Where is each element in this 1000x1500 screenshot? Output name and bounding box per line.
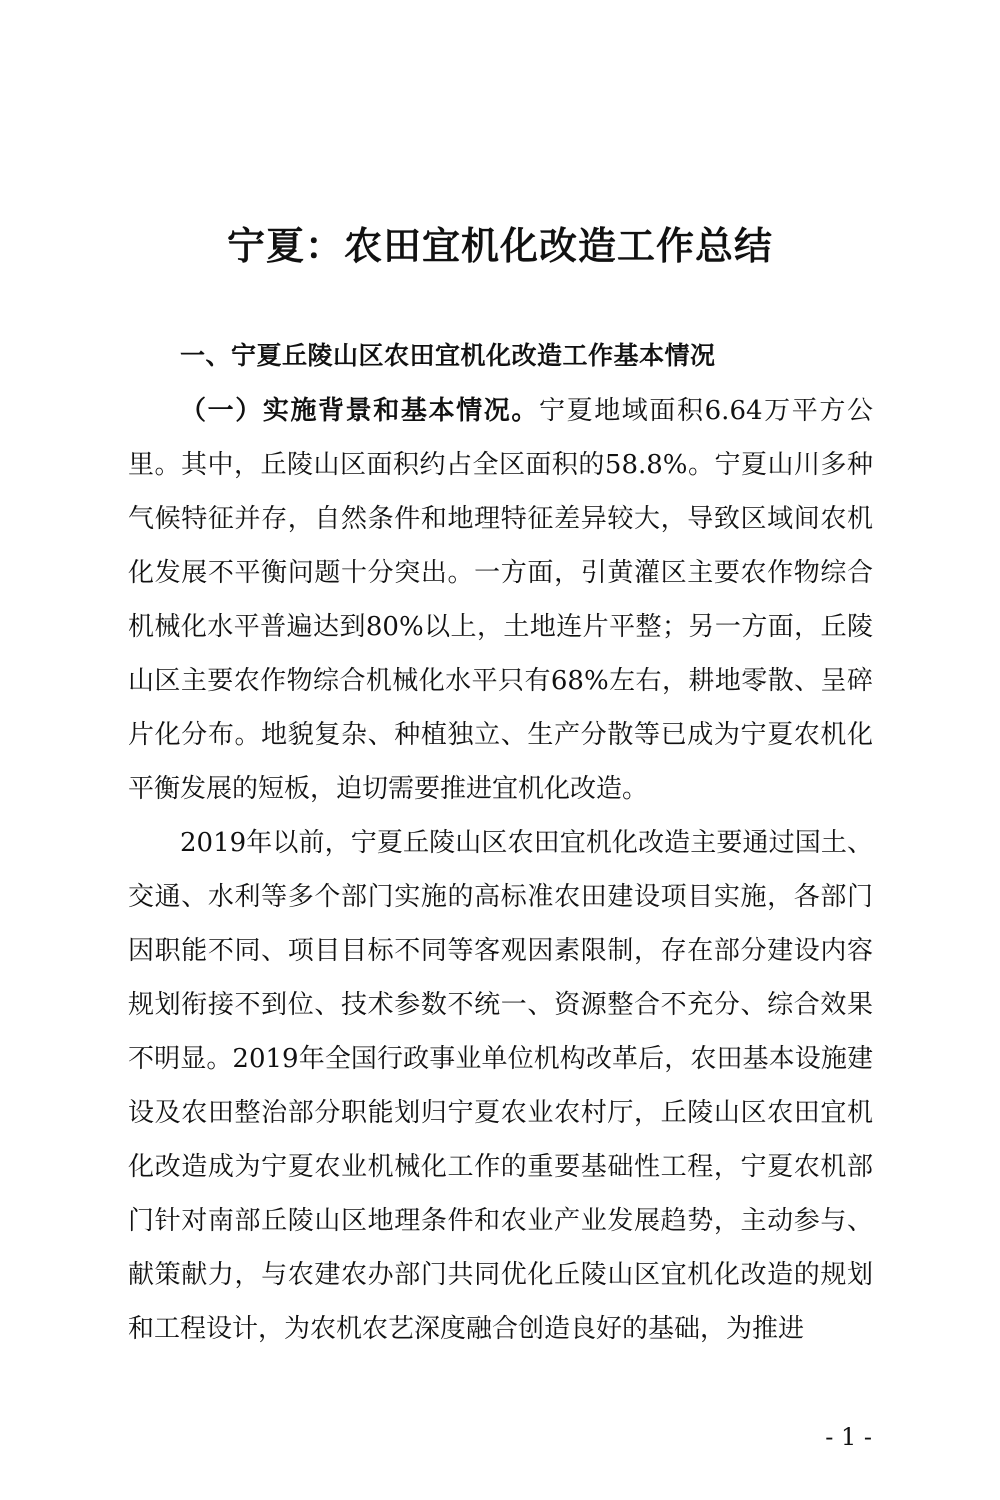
paragraph-1 <box>128 384 873 816</box>
document-body <box>128 384 873 1356</box>
section-heading: 一、宁夏丘陵山区农田宜机化改造工作基本情况 <box>180 341 716 370</box>
paragraph-1-text: 宁夏地域面积6.64万平方公里。其中，丘陵山区面积约占全区面积的58.8%。宁夏山川多种气候特征并存，自然条件和地理特征差异较大，导致区域间农机化发展不平衡问题十分突出。一方面，引黄灌区主要农作物综合机械化水平普遍达到80%以上，土地连片平整；另一方面，丘陵山区主要农作物综合机械化水平只有68%左右，耕地零散、呈碎片化分布。地貌复杂、种植独立、生产分散等已成为宁夏农机化平衡发展的短板，迫切需要推进宜机化改造。 <box>128 396 873 804</box>
paragraph-2 <box>128 816 873 1356</box>
paragraph-2-text: 2019年以前，宁夏丘陵山区农田宜机化改造主要通过国土、交通、水利等多个部门实施的高标准农田建设项目实施，各部门因职能不同、项目目标不同等客观因素限制，存在部分建设内容规划衔接不到位、技术参数不统一、资源整合不充分、综合效果不明显。2019年全国行政事业单位机构改革后，农田基本设施建设及农田整治部分职能划归宁夏农业农村厅，丘陵山区农田宜机化改造成为宁夏农业机械化工作的重要基础性工程，宁夏农机部门针对南部丘陵山区地理条件和农业产业发展趋势，主动参与、献策献力，与农建农办部门共同优化丘陵山区宜机化改造的规划和工程设计，为农机农艺深度融合创造良好的基础，为推进 <box>128 828 873 1344</box>
document-title: 宁夏：农田宜机化改造工作总结 <box>226 224 773 268</box>
page-number: - 1 - <box>825 1423 872 1451</box>
paragraph-1-lead: （一）实施背景和基本情况。 <box>180 396 539 426</box>
